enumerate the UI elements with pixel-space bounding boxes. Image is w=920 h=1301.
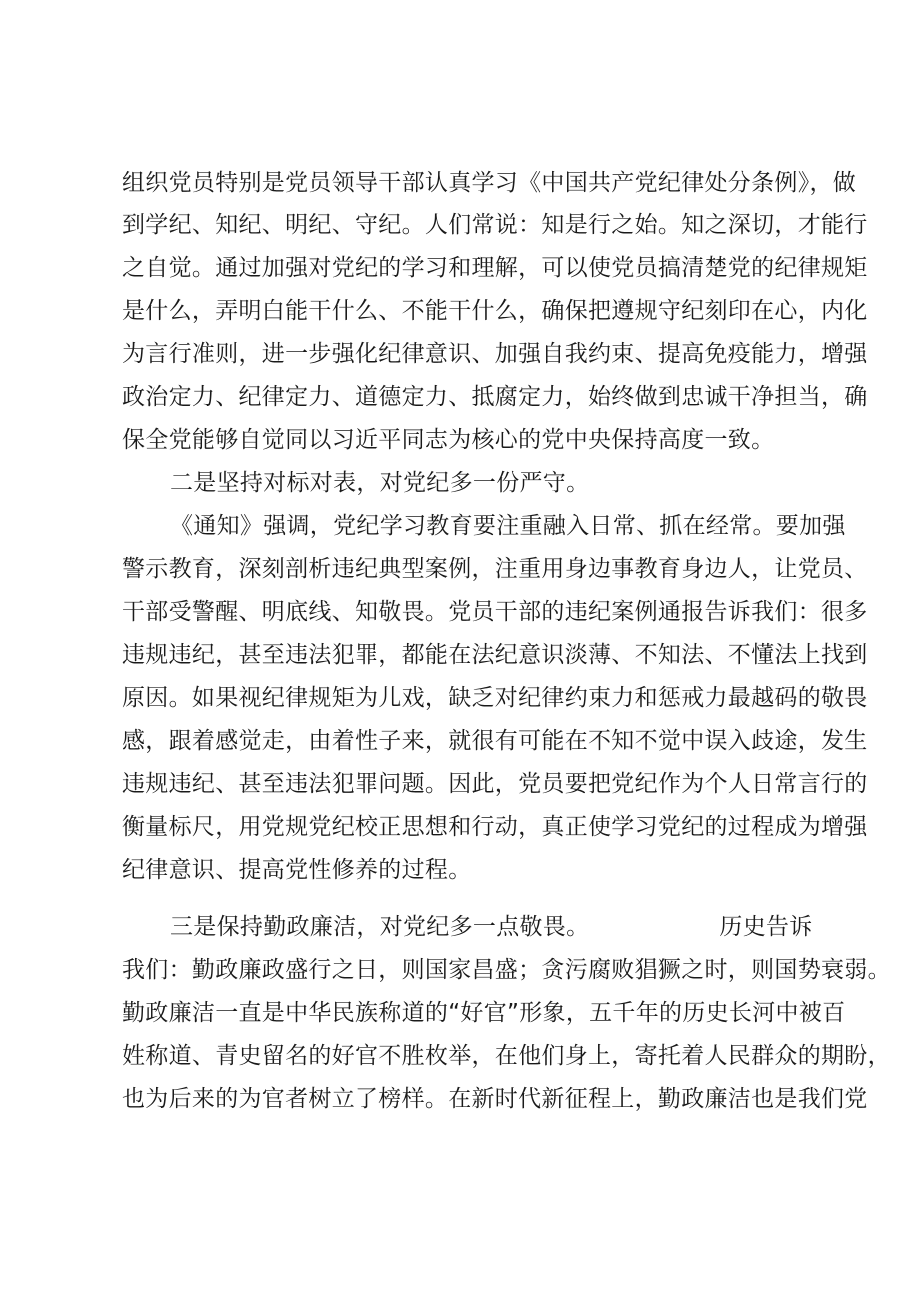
paragraph-2-line-7: 违规违纪、甚至违法犯罪问题。因此，党员要把党纪作为个人日常言行的 <box>122 771 868 797</box>
paragraph-3-line-3: 姓称道、青史留名的好官不胜枚举，在他们身上，寄托着人民群众的期盼， <box>122 1043 891 1069</box>
paragraph-2-line-1: 《通知》强调，党纪学习教育要注重融入日常、抓在经常。要加强 <box>170 513 846 539</box>
paragraph-3-line-4: 也为后来的为官者树立了榜样。在新时代新征程上，勤政廉洁也是我们党 <box>122 1086 868 1112</box>
paragraph-2-line-6: 感，跟着感觉走，由着性子来，就很有可能在不知不觉中误入歧途，发生 <box>122 728 868 754</box>
paragraph-2-line-8: 衡量标尺，用党规党纪校正思想和行动，真正使学习党纪的过程成为增强 <box>122 814 868 840</box>
paragraph-1-line-5: 为言行准则，进一步强化纪律意识、加强自我约束、提高免疫能力，增强 <box>122 341 868 367</box>
section-heading-3: 三是保持勤政廉洁，对党纪多一点敬畏。 <box>170 914 590 940</box>
paragraph-1-line-2: 到学纪、知纪、明纪、守纪。人们常说：知是行之始。知之深切，才能行 <box>122 212 868 238</box>
paragraph-1-line-7: 保全党能够自觉同以习近平同志为核心的党中央保持高度一致。 <box>122 427 775 453</box>
paragraph-2-line-2: 警示教育，深刻剖析违纪典型案例，注重用身边事教育身边人，让党员、 <box>122 556 868 582</box>
paragraph-3-line-2: 勤政廉洁一直是中华民族称道的“好官”形象，五千年的历史长河中被百 <box>122 1000 846 1026</box>
section-heading-3-continuation: 历史告诉 <box>719 914 813 940</box>
paragraph-2-line-4: 违规违纪，甚至违法犯罪，都能在法纪意识淡薄、不知法、不懂法上找到 <box>122 642 868 668</box>
section-heading-3-line <box>170 912 860 942</box>
section-heading-2: 二是坚持对标对表，对党纪多一份严守。 <box>170 470 590 496</box>
paragraph-1-line-1: 组织党员特别是党员领导干部认真学习《中国共产党纪律处分条例》，做 <box>122 170 857 196</box>
paragraph-2-line-5: 原因。如果视纪律规矩为儿戏，缺乏对纪律约束力和惩戒力最越码的敬畏 <box>122 685 868 711</box>
paragraph-2-line-9: 纪律意识、提高党性修养的过程。 <box>122 857 472 883</box>
paragraph-1-line-6: 政治定力、纪律定力、道德定力、抵腐定力，始终做到忠诚干净担当，确 <box>122 384 868 410</box>
paragraph-2-line-3: 干部受警醒、明底线、知敬畏。党员干部的违纪案例通报告诉我们：很多 <box>122 599 868 625</box>
paragraph-1-line-3: 之自觉。通过加强对党纪的学习和理解，可以使党员搞清楚党的纪律规矩 <box>122 255 868 281</box>
paragraph-1-line-4: 是什么，弄明白能干什么、不能干什么，确保把遵规守纪刻印在心，内化 <box>122 298 868 324</box>
paragraph-3-line-1: 我们：勤政廉政盛行之日，则国家昌盛；贪污腐败猖獗之时，则国势衰弱。 <box>122 957 891 983</box>
